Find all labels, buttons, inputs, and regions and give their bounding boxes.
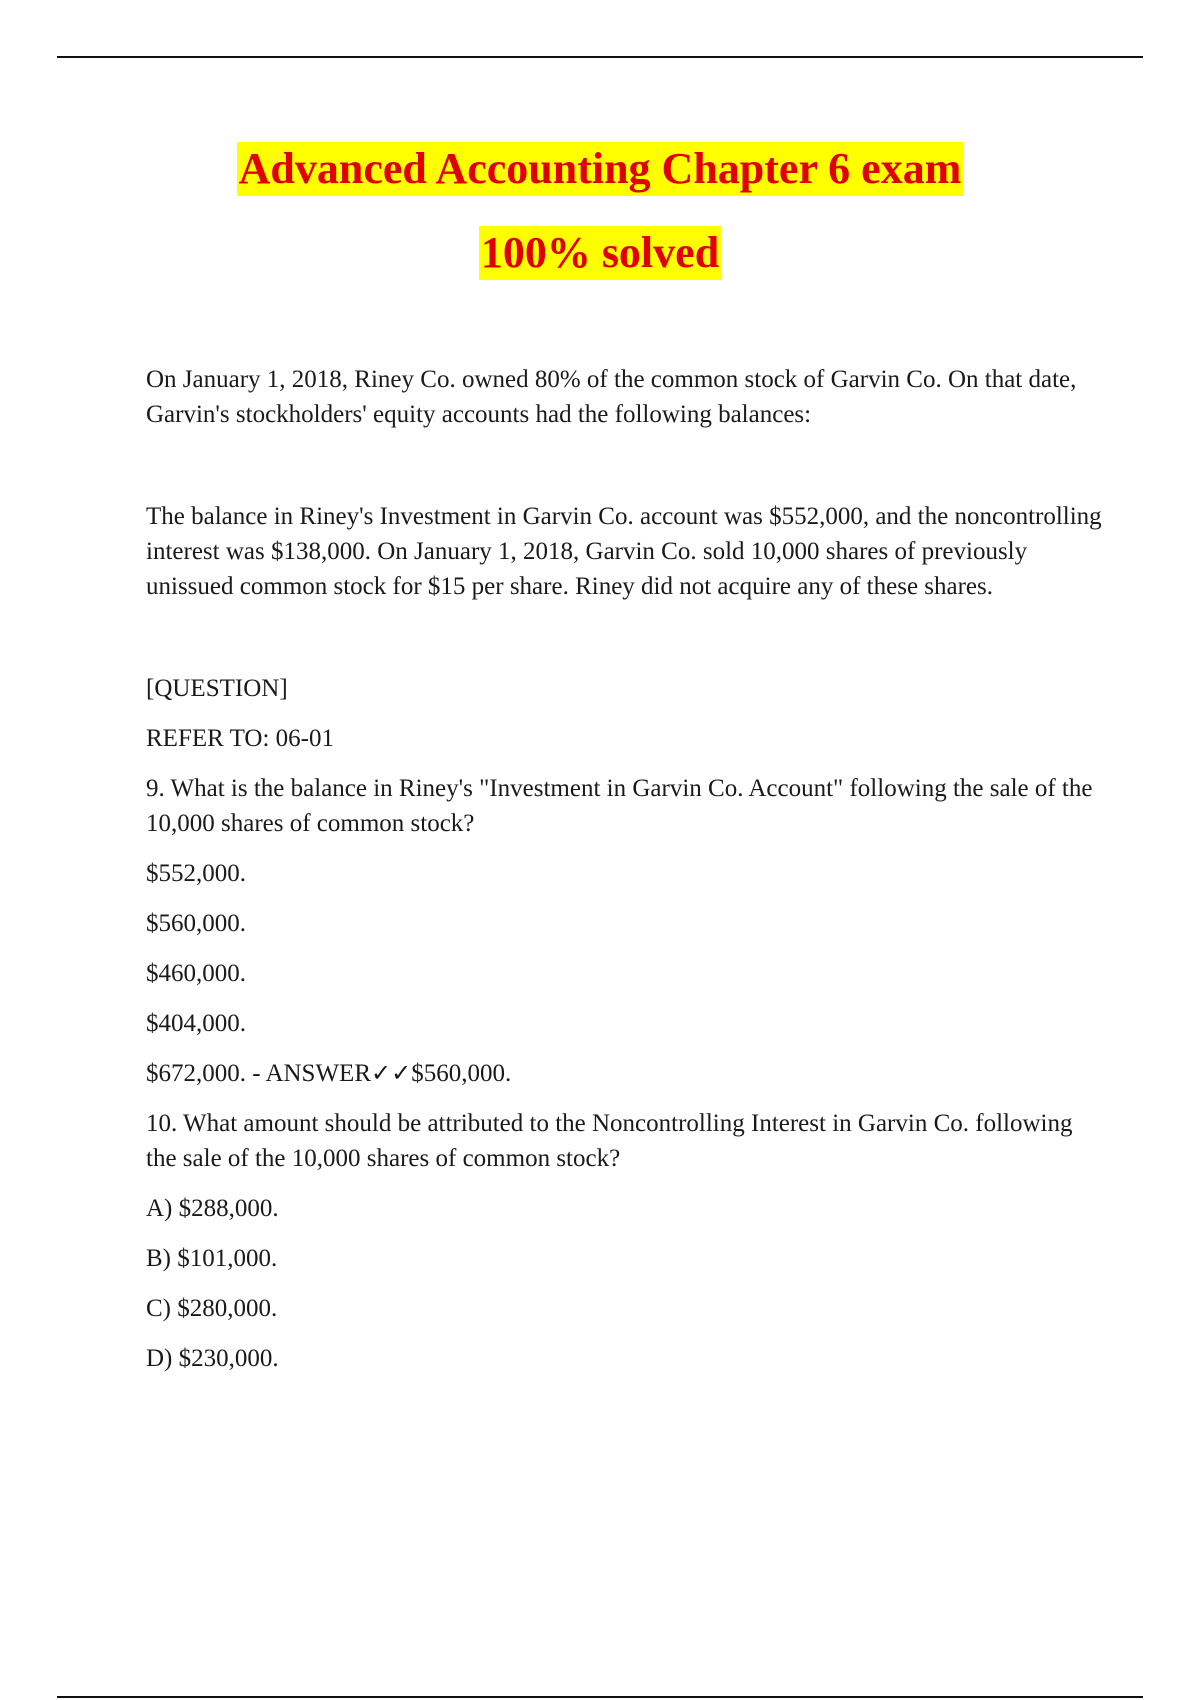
question-9-text: 9. What is the balance in Riney's "Investment in Garvin Co. Account" following the sale of the 10,000 shares of common stock? (146, 775, 1093, 837)
question-10-text: 10. What amount should be attributed to the Noncontrolling Interest in Garvin Co. following the sale of the 10,000 shares of common stock? (146, 1110, 1073, 1172)
document-title (0, 142, 1200, 280)
question-10-option: B) $101,000. (146, 1245, 278, 1272)
question-10-option: D) $230,000. (146, 1345, 279, 1372)
answer-value: $560,000. (411, 1060, 512, 1087)
document-body (146, 362, 1106, 1391)
checkmark-icon: ✓✓ (371, 1059, 412, 1087)
balance-paragraph: The balance in Riney's Investment in Garvin Co. account was $552,000, and the noncontrolling interest was $138,000. On January 1, 2018, Garvin Co. sold 10,000 shares of previously unissued common stock for $15 per share. Riney did not acquire any of these shares. (146, 503, 1102, 600)
answer-label: - ANSWER (246, 1060, 371, 1087)
question-tag: [QUESTION] (146, 675, 288, 702)
question-10-option: A) $288,000. (146, 1195, 279, 1222)
bottom-rule (57, 1696, 1143, 1698)
question-9-option: $552,000. (146, 860, 246, 887)
title-line-1: Advanced Accounting Chapter 6 exam (237, 142, 964, 196)
refer-to: REFER TO: 06-01 (146, 725, 334, 752)
question-9-last-option: $672,000. (146, 1060, 246, 1087)
question-9-option: $560,000. (146, 910, 246, 937)
question-10-option: C) $280,000. (146, 1295, 278, 1322)
question-9-option: $460,000. (146, 960, 246, 987)
question-9-answer-line (146, 1056, 1106, 1091)
intro-paragraph: On January 1, 2018, Riney Co. owned 80% of the common stock of Garvin Co. On that date, Garvin's stockholders' equity accounts had the following balances: (146, 366, 1077, 428)
question-9-option: $404,000. (146, 1010, 246, 1037)
top-rule (57, 56, 1143, 58)
title-line-2: 100% solved (479, 226, 721, 280)
